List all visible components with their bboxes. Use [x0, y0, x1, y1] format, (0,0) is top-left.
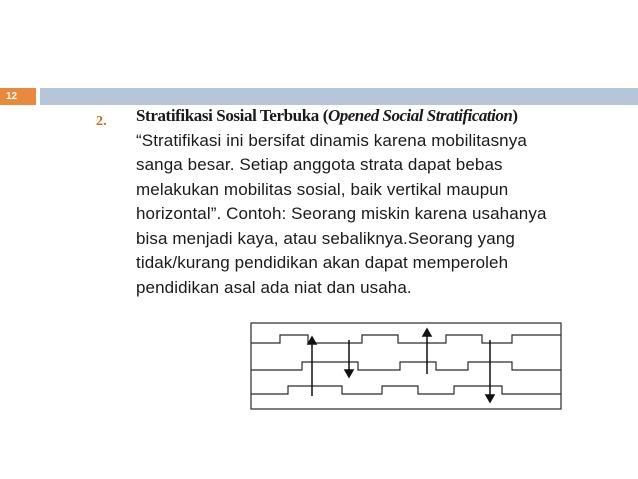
- open-stratification-diagram: [250, 322, 562, 410]
- down-arrow-1: [345, 340, 353, 377]
- up-arrow-2: [423, 329, 431, 374]
- up-arrow-1: [308, 337, 316, 396]
- down-arrow-2: [486, 340, 494, 402]
- strata-line-2: [251, 362, 561, 370]
- diagram-frame: [251, 323, 561, 409]
- item-body: [136, 100, 576, 300]
- strata-line-3: [251, 386, 561, 394]
- item-body-text: “Stratifikasi ini bersifat dinamis karena mobilitasnya sanga besar. Setiap anggota strata dapat bebas melakukan mobilitas sosial, baik vertikal maupun horizontal”. Contoh: Seorang miskin karena usahanya bisa menjadi kaya, atau sebaliknya.Seorang yang tidak/kurang pendidikan akan dapat memperoleh pendidikan asal ada niat dan usaha.: [136, 130, 547, 297]
- item-title-close: ): [512, 106, 518, 125]
- item-title-italic: Opened Social Stratification: [327, 106, 513, 125]
- strata-line-1: [251, 335, 561, 343]
- item-title: Stratifikasi Sosial Terbuka (: [136, 106, 328, 125]
- slide-content: [96, 100, 576, 300]
- item-number: 2.: [96, 114, 107, 129]
- slide-number: 12: [0, 88, 36, 105]
